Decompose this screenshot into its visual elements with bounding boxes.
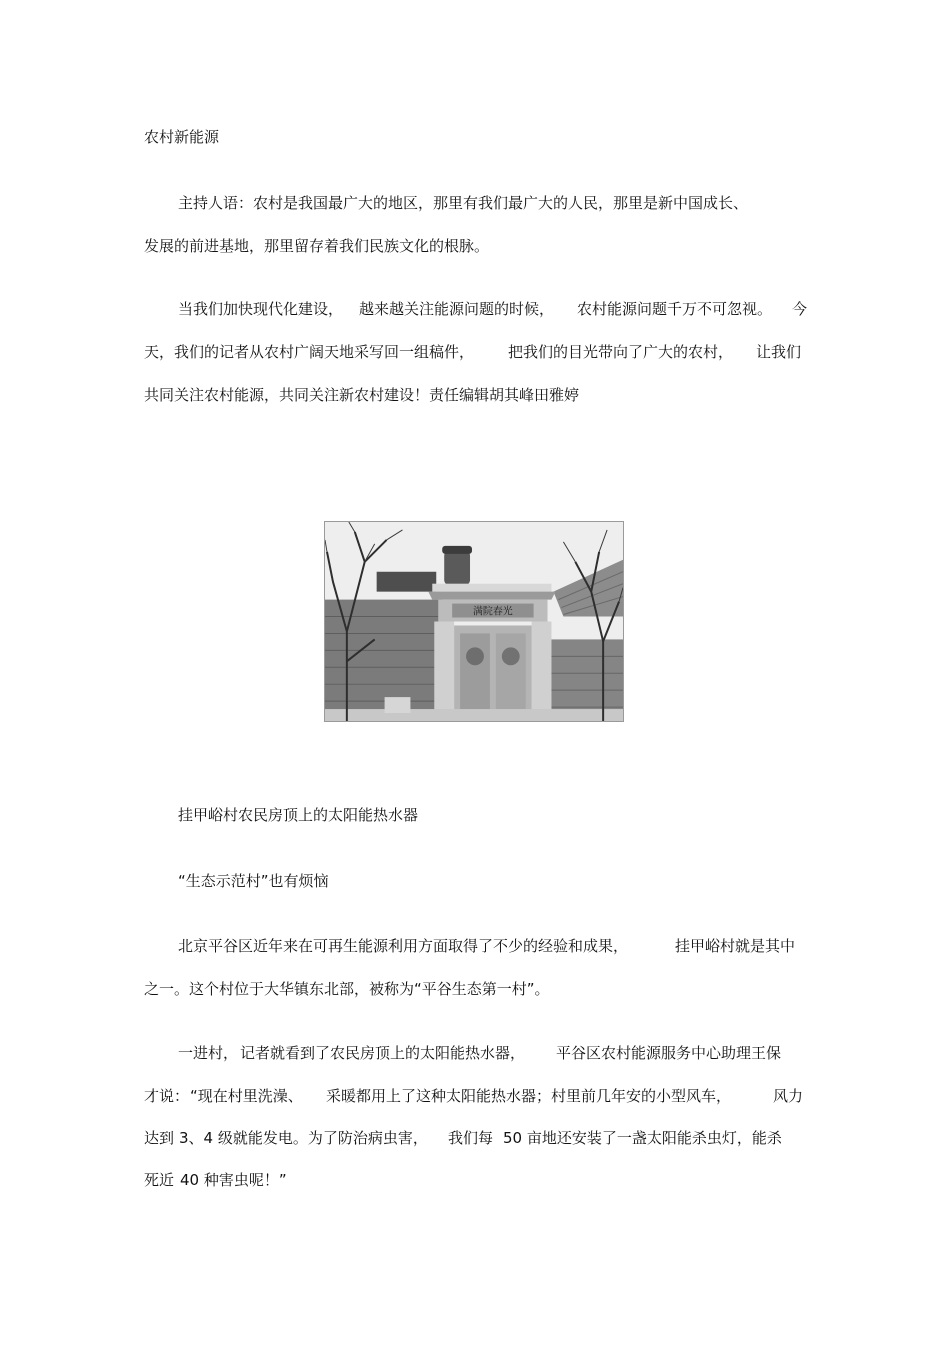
solar-heater-photo	[324, 521, 624, 722]
svg-text:满院春光: 满院春光	[473, 606, 513, 618]
para4-line-1c: 平谷区农村能源服务中心助理王保	[556, 1044, 782, 1062]
para3-line-1a: 北京平谷区近年来在可再生能源利用方面取得了不少的经验和成果，	[178, 937, 629, 955]
intro-line-2: 发展的前进基地，那里留存着我们民族文化的根脉。	[144, 237, 490, 255]
para4-line-4b: 40 种害虫呢！”	[180, 1171, 287, 1189]
para2-line-1b: 越来越关注能源问题的时候，	[359, 300, 555, 318]
section-subheading: “生态示范村”也有烦恼	[178, 872, 329, 890]
village-gate-illustration	[325, 522, 623, 721]
para4-line-3c: 我们每	[448, 1129, 494, 1147]
para4-line-3b: 3、4 级就能发电。为了防治病虫害，	[179, 1129, 428, 1147]
para2-line-1c: 农村能源问题千万不可忽视。	[577, 300, 773, 318]
para2-line-2b: 把我们的目光带向了广大的农村，	[508, 343, 734, 361]
para2-line-2a: 天，我们的记者从农村广阔天地采写回一组稿件，	[144, 343, 475, 361]
para4-line-1a: 一进村，	[178, 1044, 239, 1062]
para4-line-1b: 记者就看到了农民房顶上的太阳能热水器，	[240, 1044, 526, 1062]
para2-line-3: 共同关注农村能源，共同关注新农村建设！责任编辑胡其峰田雅婷	[144, 386, 580, 404]
para4-line-3a: 达到	[144, 1129, 175, 1147]
para4-line-2d: 风力	[773, 1087, 804, 1105]
para4-line-4a: 死近	[144, 1171, 175, 1189]
intro-line-1: 主持人语：农村是我国最广大的地区，那里有我们最广大的人民，那里是新中国成长、	[178, 194, 749, 212]
para3-line-1b: 挂甲峪村就是其中	[675, 937, 796, 955]
photo-caption: 挂甲峪村农民房顶上的太阳能热水器	[178, 806, 419, 824]
para2-line-1d: 今	[792, 300, 808, 318]
para4-line-3d: 50 亩地还安装了一盏太阳能杀虫灯，能杀	[503, 1129, 782, 1147]
para4-line-2a: 才说：	[144, 1087, 190, 1105]
para4-line-2c: 采暖都用上了这种太阳能热水器；村里前几年安的小型风车，	[326, 1087, 732, 1105]
para2-line-1a: 当我们加快现代化建设，	[178, 300, 344, 318]
para4-line-2b: “现在村里洗澡、	[190, 1087, 303, 1105]
article-title: 农村新能源	[144, 128, 220, 146]
para2-line-2c: 让我们	[756, 343, 802, 361]
para3-line-2: 之一。这个村位于大华镇东北部，被称为“平谷生态第一村”。	[144, 980, 550, 998]
